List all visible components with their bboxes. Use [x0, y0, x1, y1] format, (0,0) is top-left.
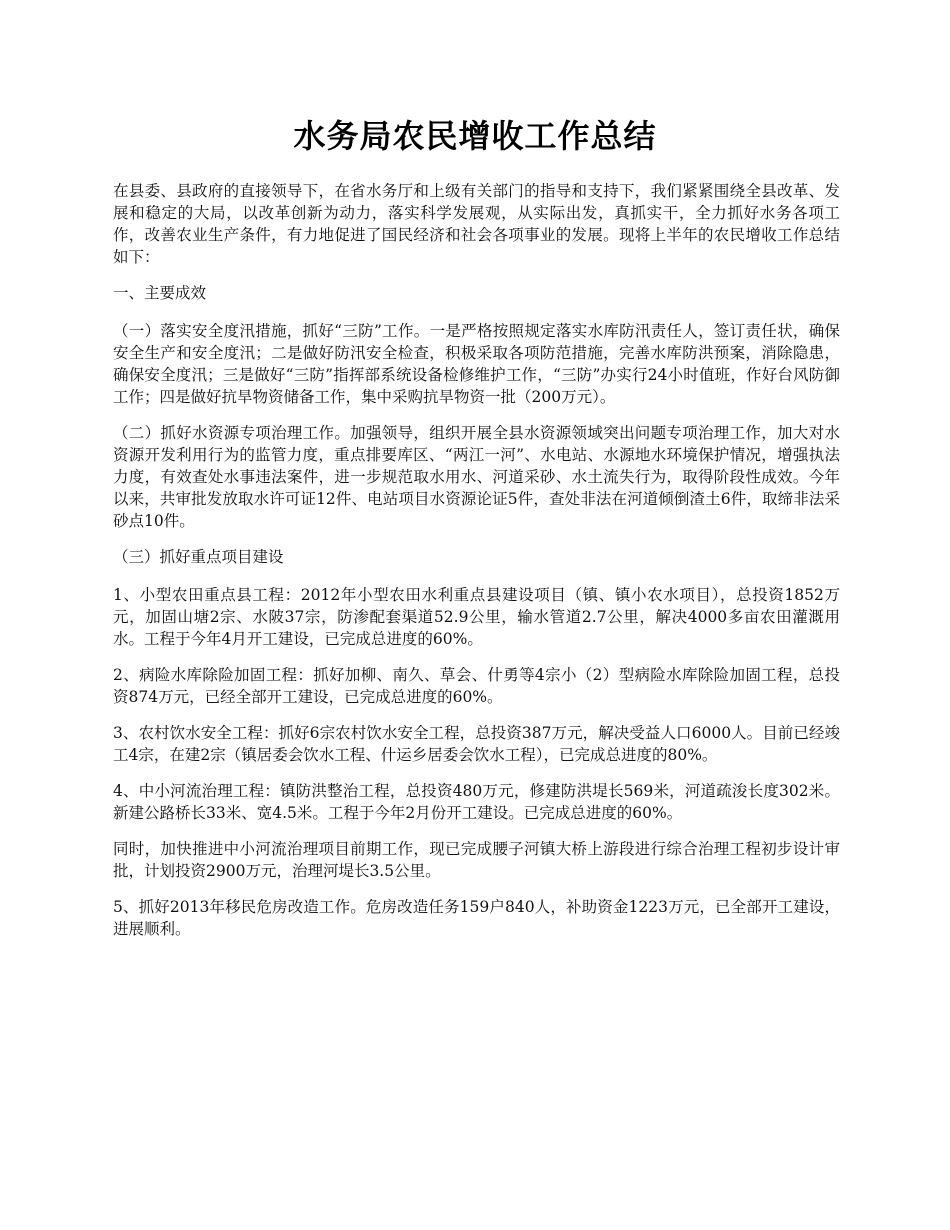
- page-title: 水务局农民增收工作总结: [293, 117, 657, 155]
- paragraph-flood-control: （一）落实安全度汛措施，抓好“三防”工作。一是严格按照规定落实水库防汛责任人，签订责任状，确保安全生产和安全度汛；二是做好防汛安全检查，积极采取各项防范措施，完善水库防洪预案，消除隐患，确保安全度汛；三是做好“三防”指挥部系统设备检修维护工作，“三防”办实行24小时值班，作好台风防御工作；四是做好抗旱物资储备工作，集中采购抗旱物资一批（200万元）。: [113, 322, 840, 406]
- paragraph-item-1: 1、小型农田重点县工程：2012年小型农田水利重点县建设项目（镇、镇小农水项目），总投资1852万元，加固山塘2宗、水陂37宗，防渗配套渠道52.9公里，输水管道2.7公里，解决4000多亩农田灌溉用水。工程于今年4月开工建设，已完成总进度的60%。: [113, 586, 840, 648]
- section-heading: 一、主要成效: [113, 284, 207, 302]
- subsection-heading: （三）抓好重点项目建设: [113, 548, 284, 566]
- document-body: [113, 180, 840, 954]
- paragraph-item-4: 4、中小河流治理工程：镇防洪整治工程，总投资480万元，修建防洪堤长569米，河道疏浚长度302米。新建公路桥长33米、宽4.5米。工程于今年2月份开工建设。已完成总进度的60%。: [113, 782, 840, 822]
- paragraph-item-5: 5、抓好2013年移民危房改造工作。危房改造任务159户840人，补助资金1223万元，已全部开工建设，进展顺利。: [113, 898, 840, 938]
- paragraph-river-followup: 同时，加快推进中小河流治理项目前期工作，现已完成腰子河镇大桥上游段进行综合治理工程初步设计审批，计划投资2900万元，治理河堤长3.5公里。: [113, 840, 840, 880]
- paragraph-item-3: 3、农村饮水安全工程：抓好6宗农村饮水安全工程，总投资387万元，解决受益人口6000人。目前已经竣工4宗，在建2宗（镇居委会饮水工程、什运乡居委会饮水工程），已完成总进度的80%。: [113, 724, 840, 764]
- paragraph-item-2: 2、病险水库除险加固工程：抓好加柳、南久、草会、什勇等4宗小（2）型病险水库除险加固工程，总投资874万元，已经全部开工建设，已完成总进度的60%。: [113, 666, 840, 706]
- intro-paragraph: 在县委、县政府的直接领导下，在省水务厅和上级有关部门的指导和支持下，我们紧紧围绕全县改革、发展和稳定的大局，以改革创新为动力，落实科学发展观，从实际出发，真抓实干，全力抓好水务各项工作，改善农业生产条件，有力地促进了国民经济和社会各项事业的发展。现将上半年的农民增收工作总结如下：: [113, 182, 840, 266]
- paragraph-water-resources: （二）抓好水资源专项治理工作。加强领导，组织开展全县水资源领域突出问题专项治理工作，加大对水资源开发利用行为的监管力度，重点排要库区、“两江一河”、水电站、水源地水环境保护情况，增强执法力度，有效查处水事违法案件，进一步规范取水用水、河道采砂、水土流失行为，取得阶段性成效。今年以来，共审批发放取水许可证12件、电站项目水资源论证5件，查处非法在河道倾倒渣土6件，取缔非法采砂点10件。: [113, 424, 840, 530]
